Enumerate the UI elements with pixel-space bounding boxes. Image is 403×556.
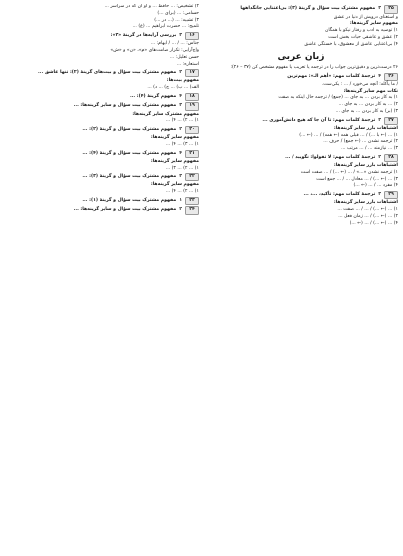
subheading: مفهوم سایر گزینه‌ها:	[349, 21, 398, 27]
subheading: نکات مهم سایر گزینه‌ها:	[343, 88, 398, 94]
body-text: ۲) تشخیص: ... حافظ ... و او آن که در سراسر ...	[104, 4, 199, 9]
subheading: اشتباهات بارز سایر گزینه‌ها:	[333, 162, 398, 168]
question-number-badge: ۲۸	[384, 154, 398, 162]
body-text: ۴) ... (← ...) / ... (← ...)	[349, 220, 398, 226]
body-text: ۱) ترجمه نشدن «...» / ... (← ...) / ... صفت است	[300, 169, 398, 175]
answer-option: ۲	[378, 154, 381, 160]
left-column	[204, 4, 398, 550]
question-number-badge: ۲۶	[384, 73, 398, 81]
body-text: ۱) ... ۳) ... ۴) ...	[165, 141, 199, 147]
question-number-badge: ۲۰	[185, 126, 199, 134]
body-text: / ما یأکله: آنچه می‌خورد / ... : یکی‌ست.	[321, 81, 398, 87]
question-explanation-head: مفهوم مشترک بیت سؤال و گزینهٔ (۱): ...	[82, 197, 177, 203]
answer-option: ۳	[378, 6, 381, 12]
question-explanation-head: ترجمهٔ کلمات مهم: تا آن جا که هیچ دانش‌آموزی ...	[262, 117, 376, 123]
question-explanation-head: مفهوم مشترک بیت سؤال و گزینهٔ (۳): بی‌اعتنایی جانگداهها	[240, 6, 376, 12]
question-number-badge: ۲۳	[185, 197, 199, 205]
answer-option: ۲	[179, 126, 182, 132]
subheading: مفهوم سایر گزینه‌ها:	[150, 135, 199, 141]
answer-option: ۳	[179, 32, 182, 38]
question-explanation-head: مفهوم مشترک بیت سؤال و سایر گزینه‌ها: ...	[73, 207, 177, 213]
answer-option: ۳	[378, 117, 381, 123]
question-number-badge: ۲۵	[384, 5, 398, 13]
question-number-badge: ۱۷	[185, 69, 199, 77]
body-text: ۲) ... (← ...) / ... زمان فعل ...	[338, 213, 398, 219]
question-header	[5, 206, 199, 214]
question-header	[204, 5, 398, 13]
question-number-badge: ۲۱	[185, 150, 199, 158]
body-text: جناس: ... / ... / ایهام: ...	[150, 41, 199, 47]
body-text: ۳) ... (← ...) / ... معادل ... / ... جمع است	[316, 176, 398, 182]
question-header	[5, 197, 199, 205]
body-text: الف) ... ب) ... ج) ... د) ...	[147, 85, 199, 91]
subheading: مفهوم بیت‌ها:	[166, 78, 199, 84]
body-text: ۳) (بر) به کار بردن ... به جای ...	[335, 108, 398, 114]
question-header	[5, 173, 199, 181]
body-text: ۴) مفرد ... / ... (← ...)	[353, 183, 398, 189]
question-number-badge: ۲۲	[185, 173, 199, 181]
answer-option: ۲	[179, 70, 182, 76]
question-header	[5, 126, 199, 134]
question-header	[5, 102, 199, 110]
question-explanation-head: مفهوم گزینهٔ (۴): ...	[129, 93, 177, 99]
body-text: ۲) ... به کار بردن ... به جای ...	[338, 102, 398, 108]
question-number-badge: ۱۹	[185, 102, 199, 110]
subheading: اشتباهات بارز سایر گزینه‌ها:	[333, 125, 398, 131]
question-explanation-head: مفهوم مشترک بیت سؤال و گزینهٔ (۳): ...	[82, 174, 177, 180]
question-number-badge: ۱۸	[185, 93, 199, 101]
body-text: ۱) ... ۲) ... ۴) ...	[165, 118, 199, 124]
question-header	[204, 154, 398, 162]
body-text: ۱) ... (← ...) / ... / ... صفت ...	[337, 206, 398, 212]
body-text: ۲۶ درست‌ترین و دقیق‌ترین جواب را در ترجمه یا تعریب یا مفهوم مشخص کن (۳۷ – ۲۶):	[230, 64, 398, 70]
body-text: ۱) ... ۲) ... ۴) ...	[165, 189, 199, 195]
body-text: حسامی: ... (برای ...)	[157, 10, 199, 16]
answer-option: ۳	[179, 103, 182, 109]
question-explanation-head: ترجمهٔ کلمات مهم: «أهم الـ»: مهم‌ترین	[287, 73, 376, 79]
body-text: ۲) عشق و عاشقی حیات ‌بخش است	[328, 34, 398, 40]
question-explanation-head: مفهوم مشترک بیت سؤال و بیت‌های گزینهٔ (۲): تنها عاشق ...	[38, 70, 177, 76]
subheading: مفهوم مشترک سایر گزینه‌ها:	[132, 111, 199, 117]
question-header	[204, 191, 398, 199]
question-number-badge: ۱۶	[185, 32, 199, 40]
question-header	[5, 150, 199, 158]
answer-option: ۴	[378, 73, 381, 79]
question-explanation-head: مفهوم مشترک بیت سؤال و گزینهٔ (۲): ...	[82, 126, 177, 132]
question-number-badge: ۲۹	[384, 191, 398, 199]
subheading: اشتباهات بارز سایر گزینه‌ها:	[333, 200, 398, 206]
question-number-badge: ۲۴	[185, 206, 199, 214]
question-header	[5, 32, 199, 40]
subheading: مفهوم سایر گزینه‌ها:	[150, 158, 199, 164]
question-explanation-head: بررسی آرایه‌ها در گزینهٔ «۳»:	[110, 32, 177, 38]
body-text: ۱) به کار بردن ... به جای ... (جمع) / ترجمه حال اینکه به صفت	[278, 95, 398, 101]
body-text: ۳) تشبیه: ... (... در ...)	[154, 17, 199, 23]
question-header	[204, 73, 398, 81]
question-explanation-head: مفهوم مشترک بیت سؤال و گزینهٔ (۴): ...	[82, 150, 177, 156]
answer-option: ۴	[179, 93, 182, 99]
body-text: ۴) بی‌اعتنایی عاشق از معشوق، با خستگی عاشق	[304, 41, 398, 47]
answer-option: ۲	[179, 207, 182, 213]
body-text: تلمیح: ... حضرت ابراهیم ... (ع) ...	[132, 24, 199, 30]
body-text: ۱) ... ۲) ... ۳) ...	[165, 165, 199, 171]
question-header	[204, 117, 398, 125]
body-text: و استغنای درویش از دنیا در عشق	[333, 14, 398, 20]
question-explanation-head: ترجمهٔ کلمات مهم: تأکید، ...، ...	[303, 191, 376, 197]
answer-option: ۴	[179, 150, 182, 156]
question-header	[5, 69, 199, 77]
body-text: ۲) ترجمه نشدن ... (← جمع) / حرف ...	[323, 139, 398, 145]
section-title: زبان عربی	[277, 51, 325, 62]
body-text: حسن تعلیل: ...	[169, 54, 199, 60]
answer-option: ۱	[179, 197, 182, 203]
answer-option: ۳	[378, 191, 381, 197]
body-text: واج‌آرایی: تکرار صامت‌های «م»، «ن» و «ش»	[110, 47, 199, 53]
question-explanation-head: ترجمهٔ کلمات مهم: لا تقولوا: نگویید / ...	[285, 154, 376, 160]
question-explanation-head: مفهوم مشترک بیت سؤال و سایر گزینه‌ها: ...	[73, 103, 177, 109]
body-text: ۳) ... نیازمند ... / ... مرتب ...	[341, 146, 398, 152]
question-number-badge: ۲۷	[384, 117, 398, 125]
body-text: ۱) توصیه به ادب و رفتار نیکو با همگان	[324, 28, 398, 34]
body-text: استعاره: ...	[176, 61, 199, 67]
answer-option: ۳	[179, 174, 182, 180]
subheading: مفهوم سایر گزینه‌ها:	[150, 182, 199, 188]
right-column	[5, 4, 199, 550]
body-text: ۱) ... (← با ...) / ... قبلی همه (← همه) / ... (← ...)	[299, 132, 398, 138]
question-header	[5, 93, 199, 101]
